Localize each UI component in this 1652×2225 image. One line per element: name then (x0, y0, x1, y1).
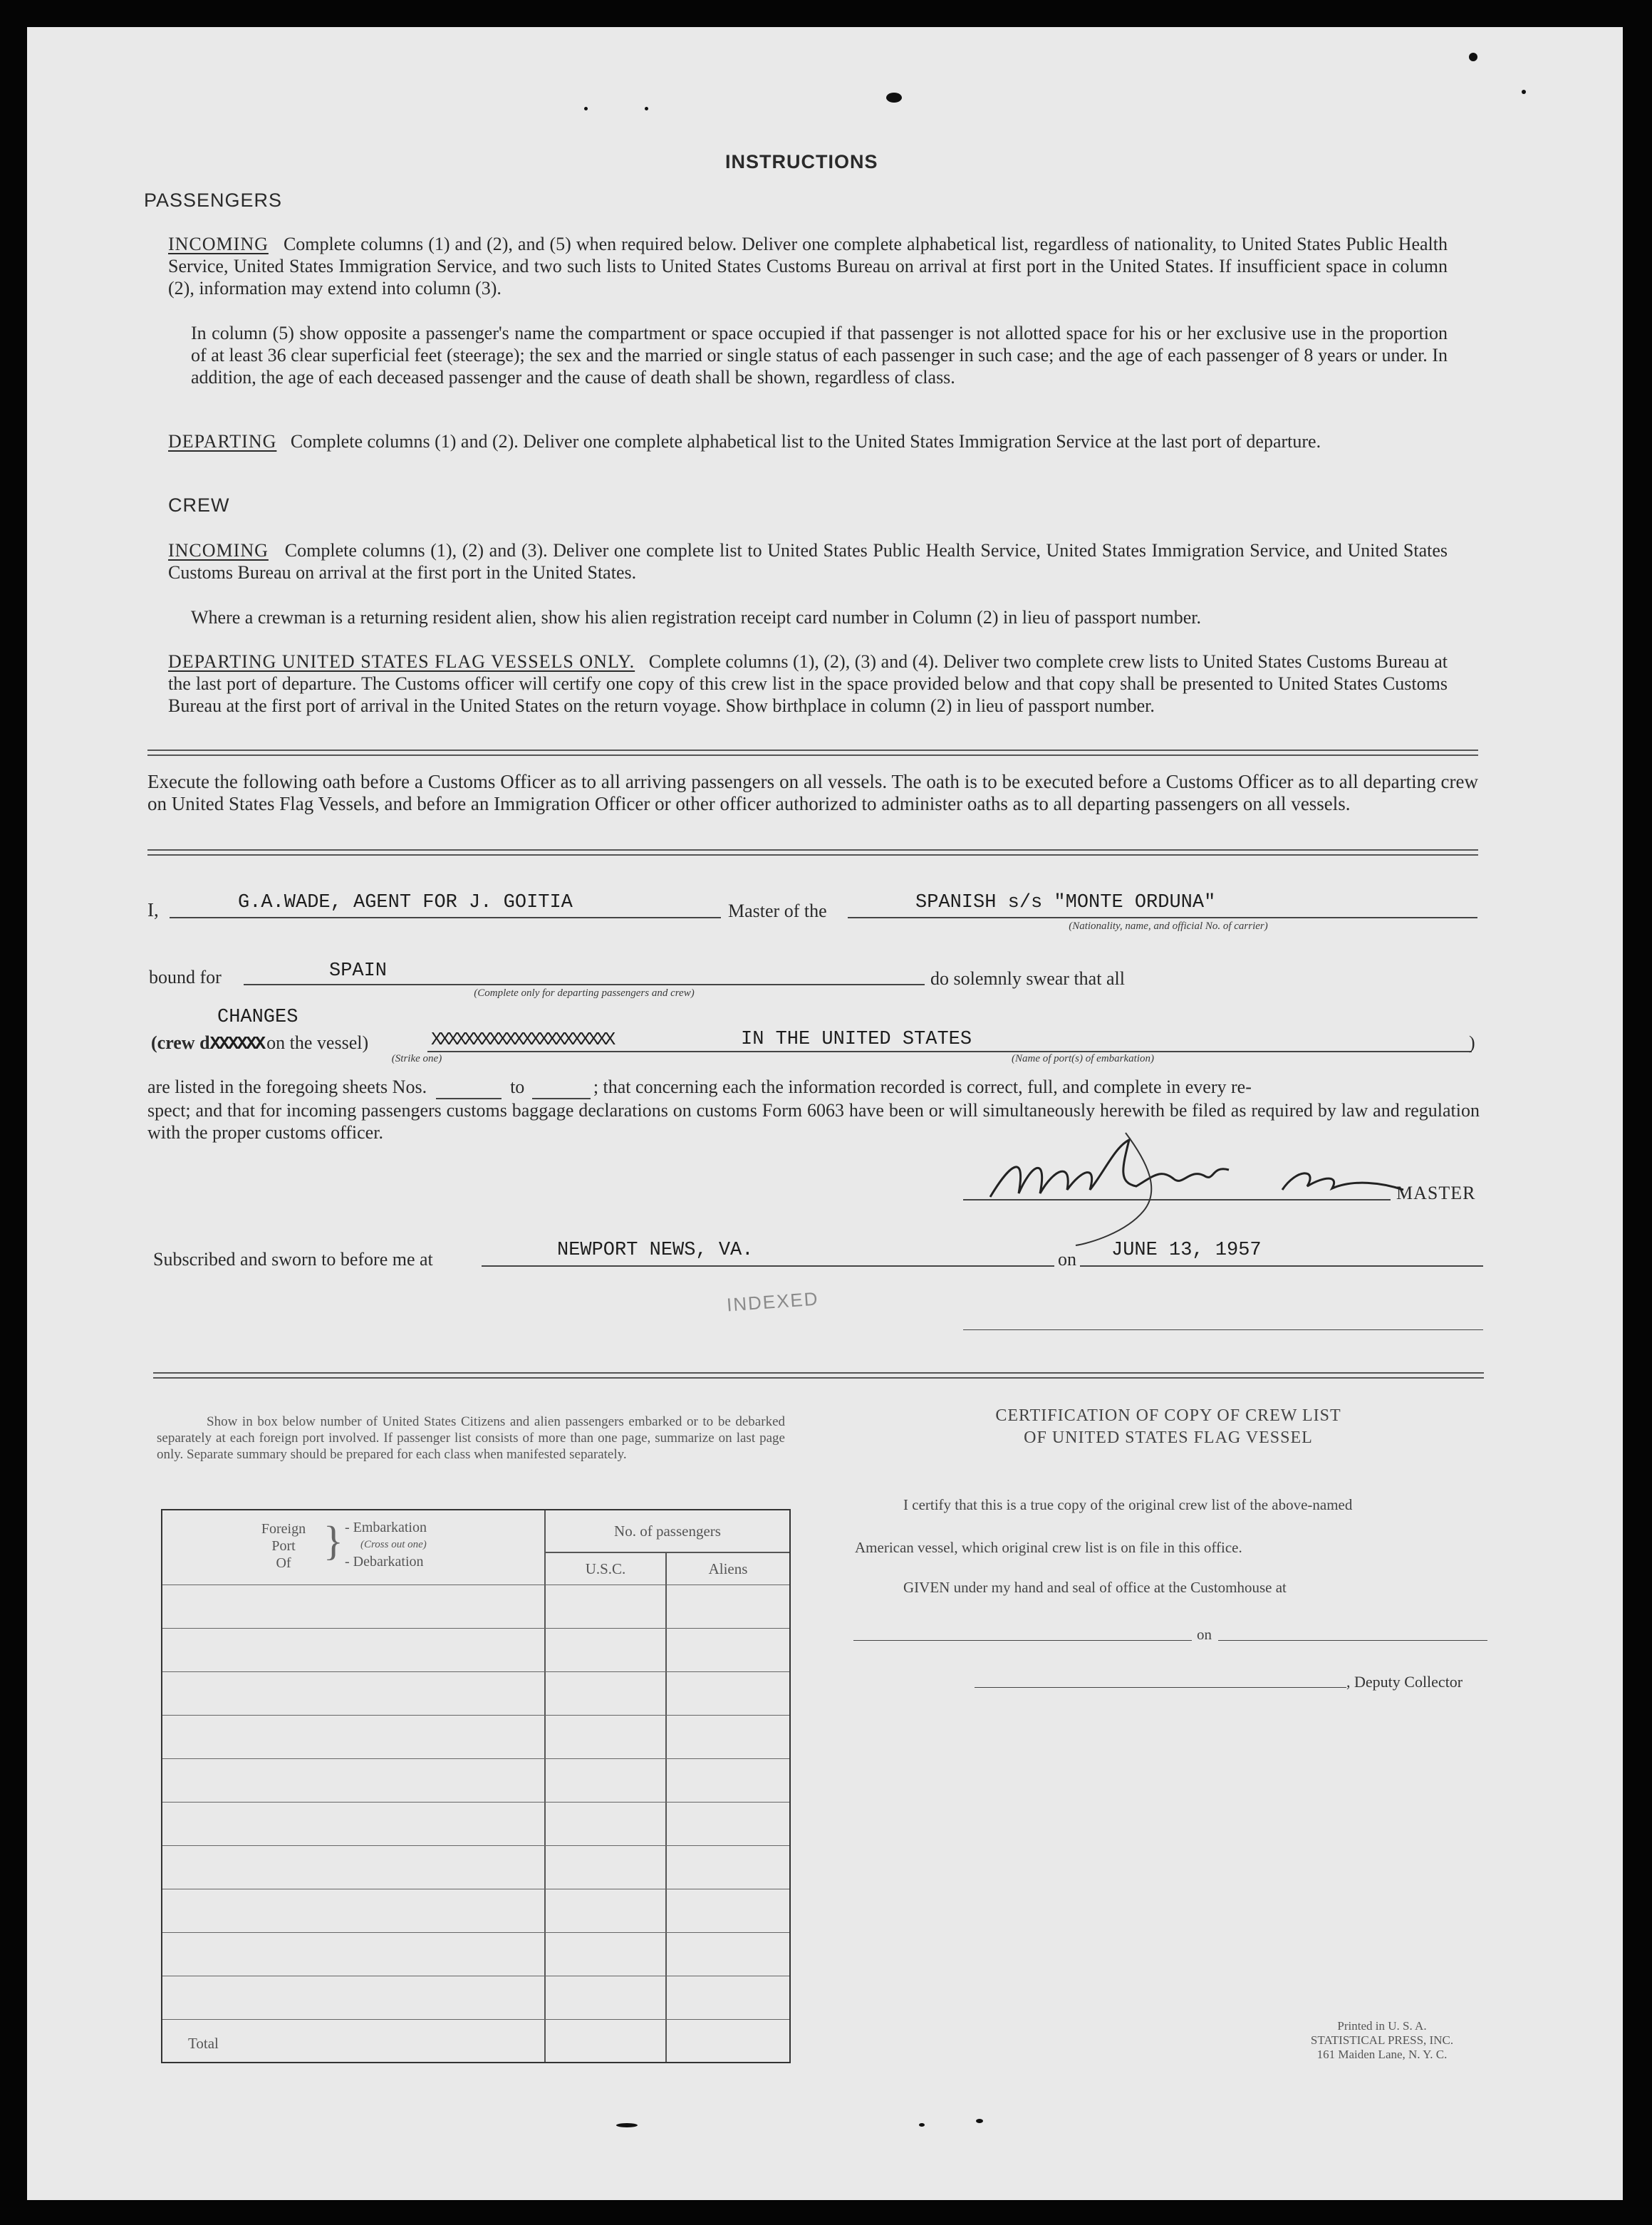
scan-speck (645, 107, 648, 110)
listed-text-2: ; that concerning each the information recorded is correct, full, and complete in every re- (593, 1077, 1252, 1097)
subscribed-label: Subscribed and sworn to before me at (153, 1249, 433, 1270)
ports-field-line (427, 1051, 1472, 1052)
master-of-the-label: Master of the (728, 901, 827, 921)
swear-text: do solemnly swear that all (930, 968, 1125, 989)
vessel-field-line (848, 917, 1477, 918)
printer-line-2: STATISTICAL PRESS, INC. (1310, 2033, 1454, 2047)
scan-speck (976, 2119, 983, 2123)
crew-heading: CREW (168, 494, 230, 516)
table-row[interactable] (162, 1585, 789, 1629)
port-label: Port (271, 1538, 296, 1554)
table-row[interactable] (162, 1976, 789, 2020)
certification-heading (841, 1405, 1496, 1449)
crew-departing-label: DEPARTING UNITED STATES FLAG VESSELS ONLY. (168, 651, 635, 672)
master-signature (983, 1119, 1411, 1247)
listed-text-3: spect; and that for incoming passengers customs baggage declarations on customs Form 6063 have been or will simultaneously herewith be filed as required by law and regulation with the proper customs officer. (147, 1100, 1480, 1143)
table-row[interactable] (162, 1802, 789, 1846)
usc-header: U.S.C. (585, 1560, 626, 1577)
no-of-passengers-header: No. of passengers (546, 1510, 789, 1553)
strike-caption: (Strike one) (391, 1053, 442, 1064)
foreign-label: Foreign (261, 1521, 306, 1537)
crew-incoming-paragraph (168, 539, 1448, 584)
summary-note: Show in box below number of United States Citizens and alien passengers embarked or to be debarked separately at each foreign port involved. If passenger list consists of more than one page, summarize on last page only. Separate summary should be prepared for each class when manifested separately. (157, 1414, 785, 1462)
crew-incoming-text: Complete columns (1), (2) and (3). Deliver one complete list to United States Public Health Service, United States Immigration Service, and United States Customs Bureau on arrival at the first port in the United States. (168, 540, 1448, 583)
table-row[interactable] (162, 1671, 789, 1716)
foreign-port-of (241, 1520, 326, 1572)
port-header (162, 1510, 544, 1585)
master-label: MASTER (1396, 1183, 1476, 1203)
departing-label: DEPARTING (168, 431, 277, 452)
oath-i-label: I, (147, 899, 159, 920)
table-row[interactable] (162, 1715, 789, 1759)
listed-text-1: are listed in the foregoing sheets Nos. (147, 1077, 427, 1097)
date-value[interactable]: JUNE 13, 1957 (1111, 1240, 1262, 1261)
double-rule (153, 1372, 1484, 1379)
crew-departing-text: Complete columns (1), (2), (3) and (4). Deliver two complete crew lists to United States Customs Bureau at the last port of departure. The Customs officer will certify one copy of this crew list in the space provided below and that copy shall be presented to United States Customs Bureau at the first port of arrival in the United States on the return voyage. Show birthplace in column (2) in lieu of passport number. (168, 651, 1448, 716)
listed-line-1 (147, 1076, 1480, 1099)
date-field-line (1080, 1265, 1483, 1267)
cross-out-label: (Cross out one) (360, 1539, 427, 1550)
of-label: Of (276, 1555, 291, 1571)
on-the-vessel-text: on the vessel) (266, 1032, 369, 1053)
certify-line-3: GIVEN under my hand and seal of office at the Customhouse at (903, 1579, 1287, 1596)
name-field-line (170, 917, 721, 918)
cert-on-label: on (1197, 1626, 1212, 1643)
table-row[interactable] (162, 1932, 789, 1976)
certification-heading-2: OF UNITED STATES FLAG VESSEL (1024, 1428, 1313, 1447)
brace-glyph: } (323, 1518, 343, 1564)
crew-strikeout: XXXXXX (209, 1033, 264, 1054)
scan-speck (616, 2123, 638, 2127)
printer-line-1: Printed in U. S. A. (1337, 2019, 1427, 2033)
embarkation-debarkation (345, 1519, 427, 1570)
ports-close-paren: ) (1469, 1032, 1475, 1053)
crew-prefix: (crew d (151, 1032, 210, 1053)
officer-signature-line (963, 1329, 1483, 1330)
sheet-from-field[interactable] (436, 1076, 502, 1099)
double-rule (147, 750, 1478, 756)
departing-text: Complete columns (1) and (2). Deliver one complete alphabetical list to the United States Immigration Service at the last port of departure. (290, 431, 1321, 452)
aliens-header: Aliens (708, 1560, 748, 1577)
certify-line-1: I certify that this is a true copy of the original crew list of the above-named (903, 1496, 1353, 1513)
indexed-stamp: INDEXED (726, 1287, 820, 1316)
summary-table (161, 1509, 791, 2063)
passengers-departing-paragraph (168, 430, 1448, 452)
scan-speck (1522, 90, 1526, 94)
place-field-line (482, 1265, 1054, 1267)
ports-caption: (Name of port(s) of embarkation) (1012, 1053, 1154, 1064)
deputy-collector-line[interactable] (975, 1687, 1346, 1688)
date-on-label: on (1058, 1249, 1076, 1270)
bound-caption: (Complete only for departing passengers and crew) (474, 987, 695, 999)
instructions-title: INSTRUCTIONS (725, 151, 878, 172)
certification-heading-1: CERTIFICATION OF COPY OF CREW LIST (995, 1406, 1341, 1425)
cert-date-field-line[interactable] (1218, 1640, 1487, 1641)
scan-speck (919, 2123, 925, 2127)
embarkation-label: - Embarkation (345, 1520, 427, 1535)
bound-for-label: bound for (149, 967, 222, 987)
place-value[interactable]: NEWPORT NEWS, VA. (557, 1240, 754, 1261)
to-word: to (510, 1077, 525, 1097)
vessel-caption: (Nationality, name, and official No. of carrier) (1069, 920, 1268, 932)
table-row[interactable] (162, 1845, 789, 1889)
crew-alien-paragraph: Where a crewman is a returning resident alien, show his alien registration receipt card number in Column (2) in lieu of passport number. (191, 607, 1202, 628)
crew-departing-paragraph (168, 650, 1448, 717)
passengers-incoming-paragraph (168, 233, 1448, 299)
changes-value[interactable]: CHANGES (217, 1007, 298, 1028)
agent-name-value[interactable]: G.A.WADE, AGENT FOR J. GOITIA (238, 892, 573, 913)
printer-imprint (1254, 2019, 1510, 2062)
bound-for-value[interactable]: SPAIN (329, 960, 388, 982)
table-row[interactable] (162, 1889, 789, 1933)
total-label: Total (188, 2035, 219, 2052)
table-row[interactable] (162, 1758, 789, 1803)
oath-intro: Execute the following oath before a Customs Officer as to all arriving passengers on all vessels. The oath is to be executed before a Customs Officer as to all departing crew on United States Flag Vessels, and before an Immigration Officer or other officer authorized to administer oaths as to all departing passengers on all vessels. (147, 771, 1478, 814)
scan-speck (1469, 53, 1477, 61)
crew-incoming-label: INCOMING (168, 540, 269, 561)
debarkation-label: - Debarkation (345, 1554, 424, 1570)
table-row[interactable] (162, 1628, 789, 1672)
certify-line-2: American vessel, which original crew list is on file in this office. (855, 1539, 1242, 1556)
scan-speck (886, 93, 902, 103)
deputy-collector-label: , Deputy Collector (1346, 1673, 1463, 1691)
customhouse-field-line[interactable] (853, 1640, 1192, 1641)
struck-text: XXXXXXXXXXXXXXXXXXXXXX (431, 1029, 613, 1050)
printer-line-3: 161 Maiden Lane, N. Y. C. (1316, 2048, 1448, 2061)
bound-field-line (244, 984, 925, 985)
table-row[interactable] (162, 2019, 789, 2063)
crew-vessel-phrase (151, 1032, 368, 1054)
signature-scribble (983, 1119, 1411, 1247)
incoming-label: INCOMING (168, 234, 269, 254)
double-rule (147, 849, 1478, 856)
vessel-value[interactable]: SPANISH s/s "MONTE ORDUNA" (915, 892, 1216, 913)
column5-paragraph: In column (5) show opposite a passenger's name the compartment or space occupied if that passenger is not allotted space for his or her exclusive use in the proportion of at least 36 clear superficial feet (steerage); the sex and the married or single status of each passenger in such case; and the age of each passenger of 8 years or under. In addition, the age of each deceased passenger and the cause of death shall be shown, regardless of class. (191, 323, 1448, 388)
sheet-to-field[interactable] (532, 1076, 591, 1099)
scan-speck (584, 107, 588, 110)
passengers-heading: PASSENGERS (144, 190, 283, 211)
embarkation-ports-value[interactable]: IN THE UNITED STATES (741, 1029, 972, 1050)
incoming-text: Complete columns (1) and (2), and (5) when required below. Deliver one complete alphabetical list, regardless of nationality, to United States Public Health Service, United States Immigration Service, and two such lists to United States Customs Bureau on arrival at first port in the United States. If insufficient space in column (2), information may extend into column (3). (168, 234, 1448, 299)
